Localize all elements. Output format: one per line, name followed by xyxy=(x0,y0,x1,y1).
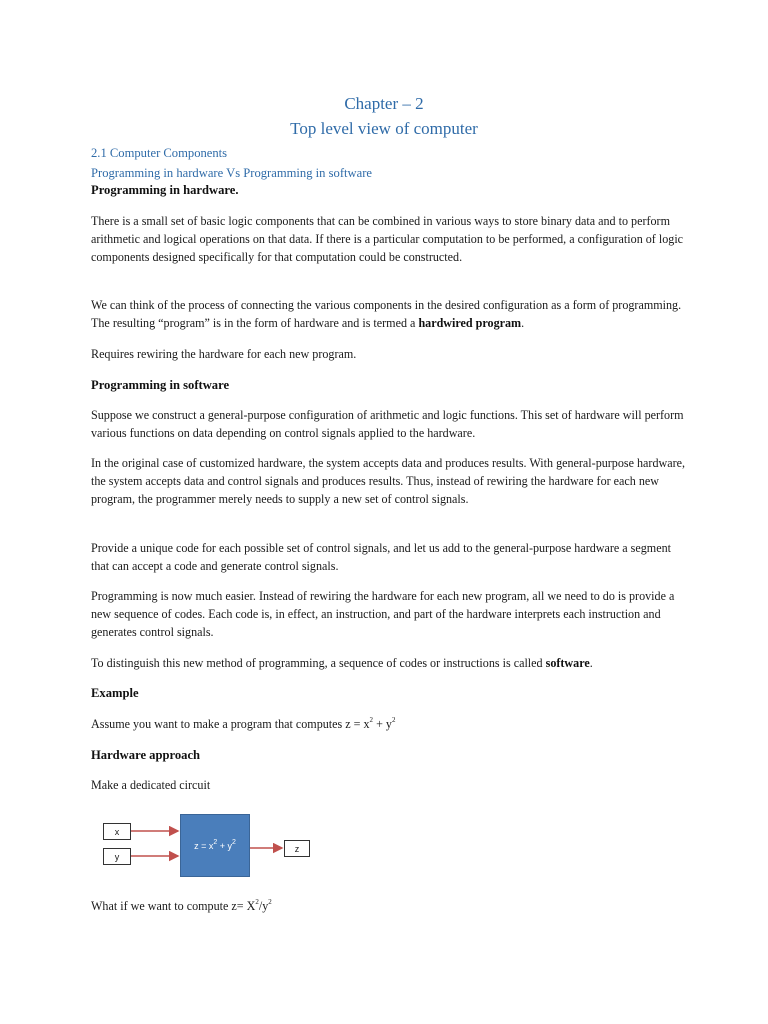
circuit-label-x: = x xyxy=(198,840,214,851)
example-text-lead: Assume you want to make a program that computes xyxy=(91,717,346,731)
software-paragraph-1: Suppose we construct a general-purpose configuration of arithmetic and logic functions. This set of hardware will perform various functions on data depending on control signals applied to the hardware. xyxy=(91,408,684,441)
circuit-diagram xyxy=(100,812,320,882)
circuit-label-y: + y xyxy=(217,840,233,851)
hardware-heading: Programming in hardware. xyxy=(91,183,239,197)
input-x-box: x xyxy=(103,823,131,840)
circuit-label xyxy=(194,838,236,851)
circuit-label-exp-y: 2 xyxy=(232,838,236,846)
chapter-title: Top level view of computer xyxy=(290,119,478,138)
software-paragraph-5 xyxy=(91,654,691,672)
software-heading: Programming in software xyxy=(91,378,230,392)
example-plus: + xyxy=(373,717,386,731)
hardwired-program-term: hardwired program xyxy=(418,316,522,331)
software-paragraph-2: In the original case of customized hardware, the system accepts data and produces results. With general-purpose hardware, the system accepts data and control signals and produces results. Thus, instead of rewiring the hardware for each new program, the programmer merely needs to supply a new set of control signals. xyxy=(91,456,686,507)
circuit-label-z: z xyxy=(194,840,199,851)
question-x: = X xyxy=(236,899,256,913)
dedicated-circuit-box xyxy=(180,814,250,877)
section-subheading: Programming in hardware Vs Programming in software xyxy=(91,166,372,180)
hardware-paragraph-1: There is a small set of basic logic components that can be combined in various ways to store binary data and to perform arithmetic and logical operations on that data. If there is a particular computation to be performed, a configuration of logic components designed specifically for that computation could be constructed. xyxy=(91,214,684,265)
example-text xyxy=(91,715,691,733)
hardware-paragraph-2 xyxy=(91,296,691,332)
hardware-paragraph-2-end: . xyxy=(521,316,525,331)
hardware-approach-text: Make a dedicated circuit xyxy=(91,778,211,792)
input-y-box: y xyxy=(103,848,131,865)
question-exp-x: 2 xyxy=(255,897,259,906)
example-var-z: z xyxy=(345,717,351,731)
example-exp-y: 2 xyxy=(391,715,396,724)
circuit-label-exp-x: 2 xyxy=(213,838,218,846)
question-var-z: z xyxy=(231,899,237,913)
software-paragraph-5-text: To distinguish this new method of programming, a sequence of codes or instructions is called xyxy=(91,656,546,670)
chapter-number: Chapter – 2 xyxy=(344,94,424,113)
example-var-x: x xyxy=(363,717,370,731)
software-paragraph-4: Programming is now much easier. Instead of rewiring the hardware for each new program, all we need to do is provide a new sequence of codes. Each code is, in effect, an instruction, and part of the hardware interprets each instruction and generates control signals. xyxy=(91,589,675,640)
question-text xyxy=(91,897,691,915)
output-z-box: z xyxy=(284,840,310,857)
section-heading: 2.1 Computer Components xyxy=(91,146,228,160)
example-heading: Example xyxy=(91,686,139,700)
example-var-y: y xyxy=(385,717,392,731)
hardware-approach-heading: Hardware approach xyxy=(91,748,201,762)
example-exp-x: 2 xyxy=(369,715,374,724)
question-exp-y: 2 xyxy=(268,897,272,906)
question-lead: What if we want to compute xyxy=(91,899,232,913)
hardware-paragraph-2-text: We can think of the process of connecting the various components in the desired configuration as a form of programming. The resulting “program” is in the form of hardware and is termed a xyxy=(91,298,682,331)
software-paragraph-5-end: . xyxy=(589,656,593,670)
example-equals: = xyxy=(350,717,364,731)
question-y: /y xyxy=(258,899,269,913)
hardware-paragraph-3: Requires rewiring the hardware for each new program. xyxy=(91,347,357,361)
software-term: software xyxy=(545,656,590,670)
software-paragraph-3: Provide a unique code for each possible set of control signals, and let us add to the general-purpose hardware a segment that can accept a code and generate control signals. xyxy=(91,541,671,574)
